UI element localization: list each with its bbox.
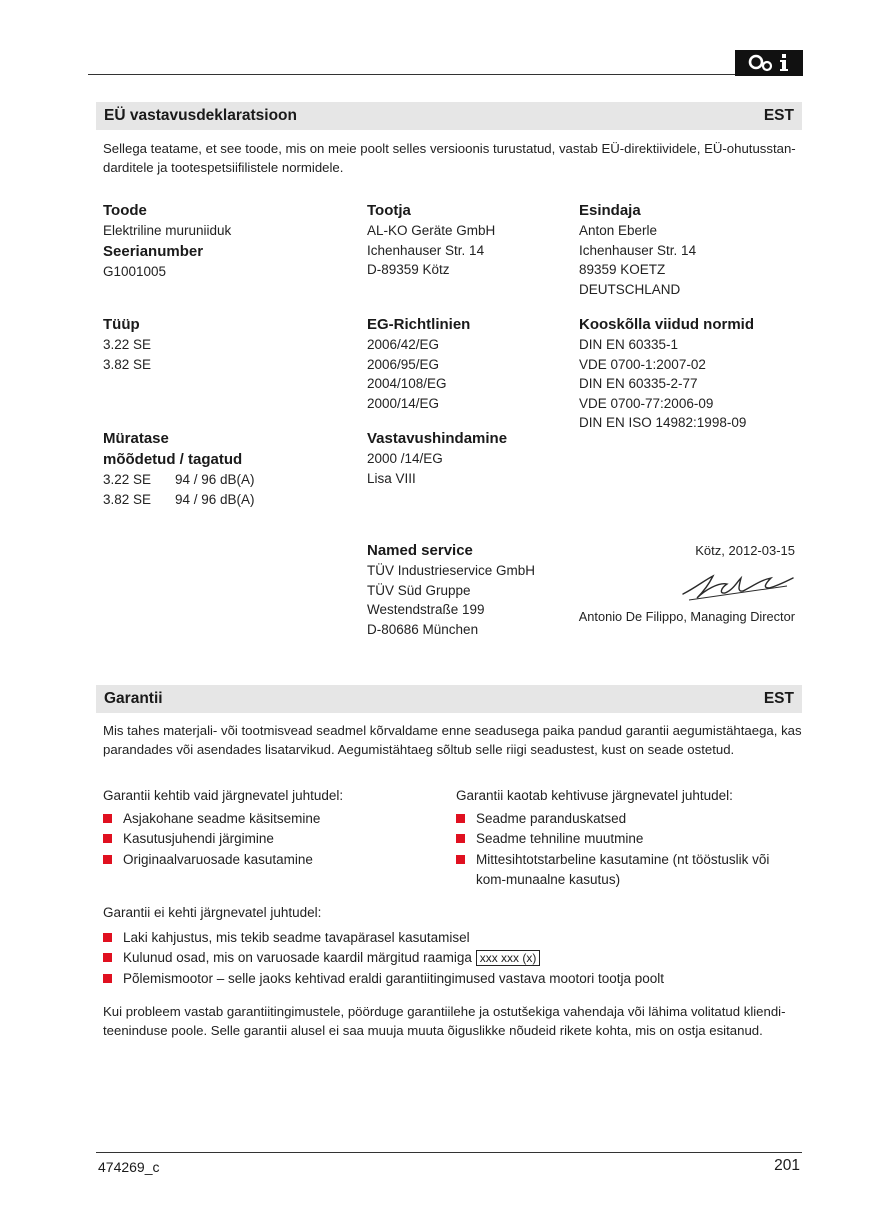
named-service-line: TÜV Süd Gruppe — [367, 582, 471, 598]
warranty-title: Garantii — [104, 690, 163, 707]
warranty-outro: Kui probleem vastab garantiitingimustele, pöörduge garantiilehe ja ostutšekiga vahendaja või lähima volitatud kliendi-teeninduse poole. Selle garantii alusel ei saa muuja muuta õiguslikke nõudeid rikete kohta, mis on ostja esitanud. — [103, 1004, 786, 1038]
type-heading: Tüüp — [103, 316, 140, 333]
header-rule — [88, 74, 802, 75]
norm-line: VDE 0700-77:2006-09 — [579, 395, 714, 411]
representative-heading: Esindaja — [579, 202, 641, 219]
declaration-lang: EST — [763, 107, 794, 124]
serial-heading: Seerianumber — [103, 242, 204, 260]
directive-line: 2004/108/EG — [367, 376, 447, 391]
directives-heading: EG-Richtlinien — [367, 316, 471, 333]
manufacturer-line: Ichenhauser Str. 14 — [367, 242, 485, 258]
assessment-line: 2000 /14/EG — [367, 451, 443, 466]
directive-line: 2006/95/EG — [367, 356, 440, 372]
warranty-lang: EST — [763, 690, 794, 707]
warranty-intro: Mis tahes materjali- või tootmisvead seadmel kõrvaldame enne seadusega paika pandud garantii aegumistähtaega, kas parandades või asendades lisatarvikud. Aegumistähtaeg sõltub selle riigi seadustest, kust on seade ostetud. — [103, 723, 802, 757]
warranty-excluded-list — [103, 903, 803, 989]
noise-heading: Müratase — [103, 430, 169, 447]
product-value: Elektriline muruniiduk — [103, 223, 232, 238]
directives-block — [367, 314, 470, 413]
representative-line: 89359 KOETZ — [579, 262, 666, 277]
directive-line: 2000/14/EG — [367, 395, 440, 411]
assessment-heading: Vastavushindamine — [367, 430, 508, 447]
warranty-excluded-heading: Garantii ei kehti järgnevatel juhtudel: — [103, 905, 322, 920]
representative-line: DEUTSCHLAND — [579, 281, 681, 297]
list-item: Kasutusjuhendi järgimine — [103, 829, 443, 850]
directive-line: 2006/42/EG — [367, 337, 440, 352]
list-item: Kulunud osad, mis on varuosade kaardil märgitud raamiga xxx xxx (x) — [103, 948, 803, 969]
part-code-box: xxx xxx (x) — [476, 950, 541, 966]
list-item: Seadme tehniline muutmine — [456, 829, 802, 850]
norm-line: VDE 0700-1:2007-02 — [579, 356, 706, 372]
assessment-block — [367, 428, 507, 488]
page-number: 201 — [774, 1157, 800, 1174]
representative-line: Anton Eberle — [579, 223, 658, 238]
declaration-title: EÜ vastavusdeklaratsioon — [104, 107, 297, 124]
list-item: Originaalvaruosade kasutamine — [103, 850, 443, 871]
type-line: 3.22 SE — [103, 337, 152, 352]
manufacturer-heading: Tootja — [367, 202, 411, 219]
norms-heading: Kooskõlla viidud normid — [579, 316, 755, 333]
noise-row: 3.22 SE 94 / 96 dB(A) — [103, 472, 255, 487]
representative-line: Ichenhauser Str. 14 — [579, 242, 697, 258]
assessment-line: Lisa VIII — [367, 470, 416, 486]
warranty-valid-heading: Garantii kehtib vaid järgnevatel juhtudel: — [103, 788, 344, 803]
named-service-heading: Named service — [367, 542, 473, 559]
named-service-line: Westendstraße 199 — [367, 602, 485, 617]
list-item: Asjakohane seadme käsitsemine — [103, 809, 443, 830]
signatory: Antonio De Filippo, Managing Director — [578, 609, 795, 624]
noise-block — [103, 428, 255, 509]
declaration-intro: Sellega teatame, et see toode, mis on meie poolt selles versioonis turustatud, vastab EÜ-direktiividele, EÜ-ohutusstan-darditele ja tootespetsiifilistele normidele. — [103, 141, 796, 175]
warranty-void-heading: Garantii kaotab kehtivuse järgnevatel juhtudel: — [456, 788, 733, 803]
list-item: Seadme paranduskatsed — [456, 809, 802, 830]
noise-row: 3.82 SE 94 / 96 dB(A) — [103, 491, 255, 507]
list-item: Põlemismootor – selle jaoks kehtivad eraldi garantiitingimused vastava mootori tootja poolt — [103, 969, 803, 990]
warranty-void-list — [456, 786, 802, 891]
doc-number: 474269_c — [98, 1159, 160, 1175]
warranty-header — [96, 685, 802, 713]
manufacturer-block — [367, 200, 495, 280]
norms-block — [579, 314, 754, 433]
serial-value: G1001005 — [103, 263, 167, 279]
product-block — [103, 200, 231, 281]
place-date: Kötz, 2012-03-15 — [695, 543, 795, 558]
product-heading: Toode — [103, 202, 147, 219]
type-block — [103, 314, 151, 374]
list-item: Mittesihtotstarbeline kasutamine (nt tööstuslik või kom-munaalne kasutus) — [456, 850, 802, 891]
representative-block — [579, 200, 696, 299]
type-line: 3.82 SE — [103, 356, 152, 372]
named-service-line: D-80686 München — [367, 621, 479, 637]
list-item: Laki kahjustus, mis tekib seadme tavapärasel kasutamisel — [103, 928, 803, 949]
footer-rule — [96, 1152, 802, 1153]
signature-image — [675, 566, 797, 604]
noise-subheading: mõõdetud / tagatud — [103, 451, 243, 468]
named-service-block — [367, 540, 535, 639]
norm-line: DIN EN 60335-1 — [579, 337, 679, 352]
manual-info-icon — [735, 50, 803, 76]
manufacturer-line: AL-KO Geräte GmbH — [367, 223, 496, 238]
norm-line: DIN EN ISO 14982:1998-09 — [579, 415, 747, 430]
declaration-header — [96, 102, 802, 130]
named-service-line: TÜV Industrieservice GmbH — [367, 563, 536, 578]
warranty-valid-list — [103, 786, 443, 870]
manufacturer-line: D-89359 Kötz — [367, 262, 450, 277]
norm-line: DIN EN 60335-2-77 — [579, 376, 698, 391]
